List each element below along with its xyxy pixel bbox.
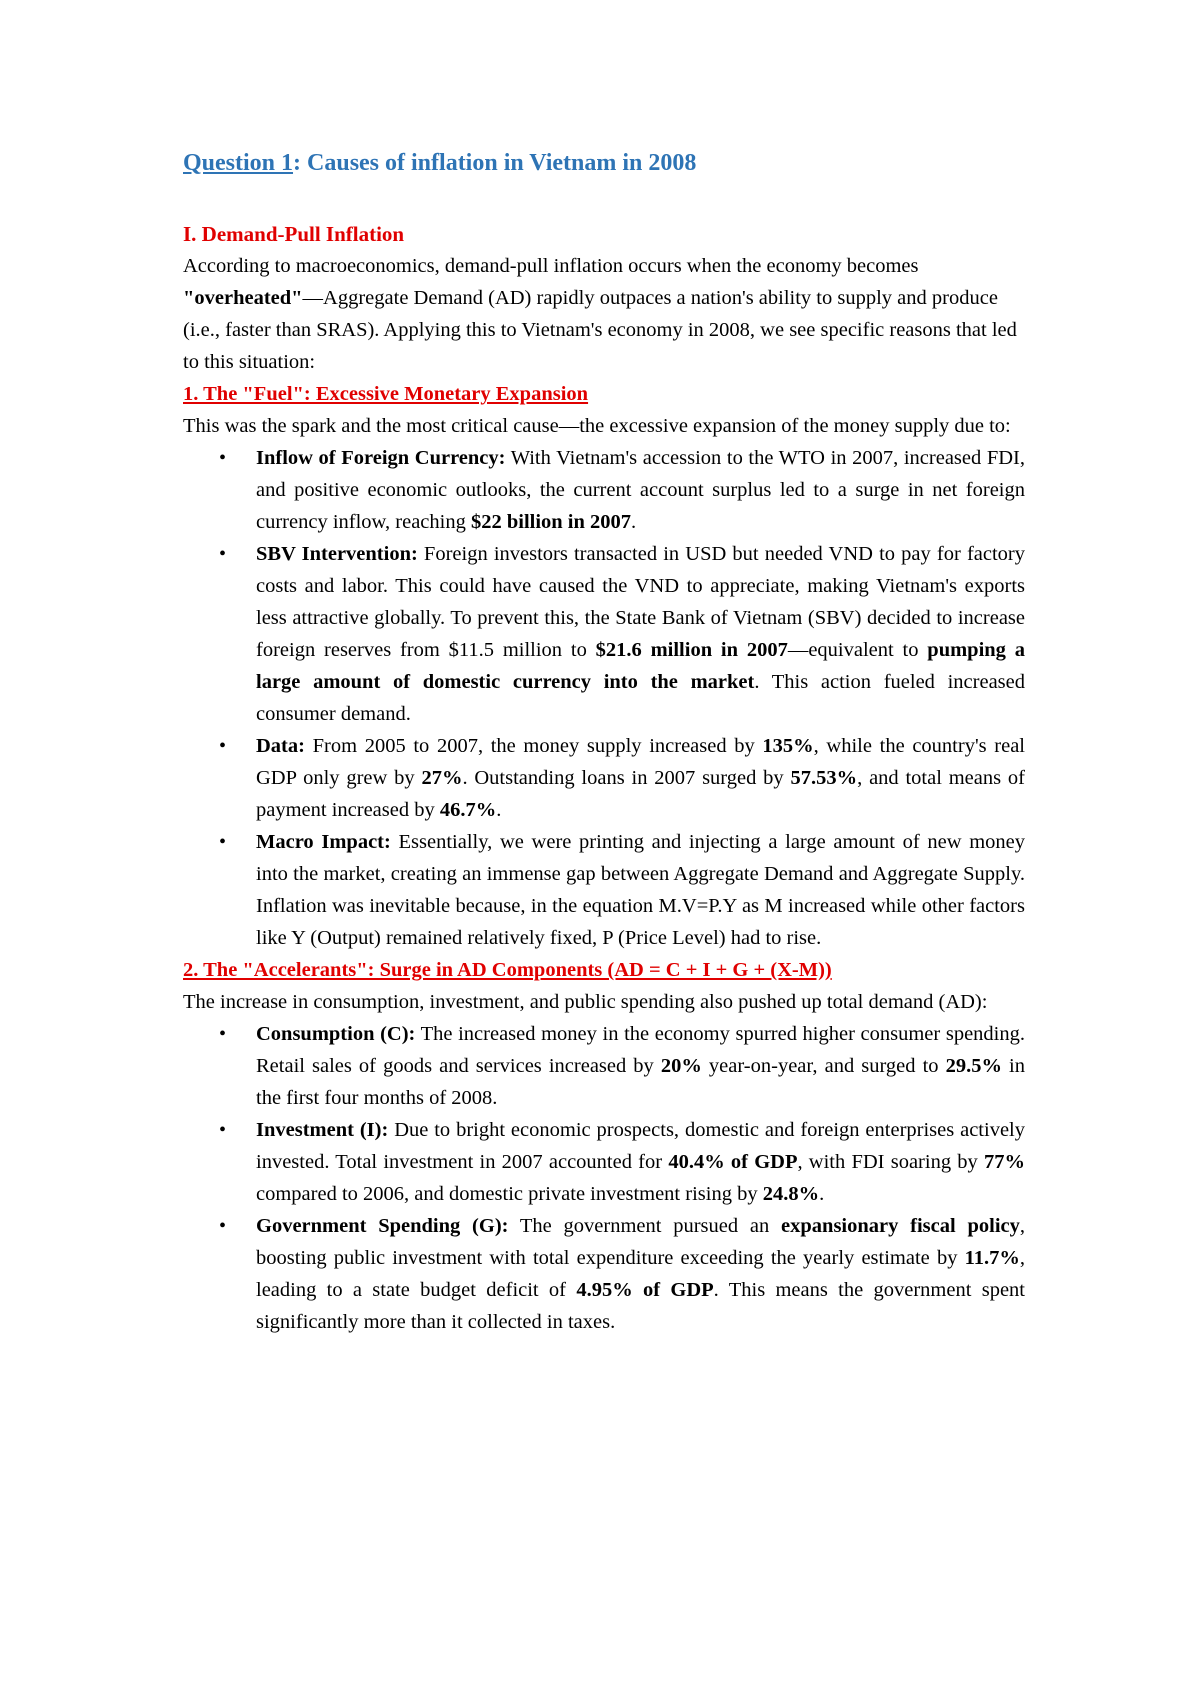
list-item bbox=[183, 1210, 1025, 1338]
bullet-text: . This action fueled increased consumer demand. bbox=[256, 671, 1025, 725]
list-item bbox=[183, 442, 1025, 538]
bullet-text: With Vietnam's accession to the WTO in 2007, increased FDI, and positive economic outlooks, the current account surplus led to a surge in net foreign currency inflow, reaching bbox=[256, 447, 1025, 533]
list-item bbox=[183, 826, 1025, 954]
bullet-label: Macro Impact: bbox=[256, 831, 391, 853]
bullet-text: . bbox=[631, 511, 637, 533]
bullet-bold: 20% bbox=[660, 1055, 702, 1077]
bullet-label: Inflow of Foreign Currency: bbox=[256, 447, 506, 469]
bullet-label: Data: bbox=[256, 735, 305, 757]
bullet-label: Investment (I): bbox=[256, 1119, 389, 1141]
bullet-text: The government pursued an bbox=[508, 1215, 782, 1237]
bullet-bold: expansionary fiscal policy bbox=[781, 1215, 1020, 1237]
bullet-bold: pumping a large amount of domestic currency into the market bbox=[256, 639, 1025, 693]
section-intro-paragraph bbox=[183, 250, 1025, 378]
section-heading-demand-pull: I. Demand-Pull Inflation bbox=[183, 222, 405, 246]
bullet-text: The increased money in the economy spurred higher consumer spending. Retail sales of goods and services increased by bbox=[256, 1023, 1025, 1077]
bullet-bold: $21.6 million in 2007 bbox=[595, 639, 788, 661]
list-item bbox=[183, 1018, 1025, 1114]
bullet-text: in the first four months of 2008. bbox=[256, 1055, 1025, 1109]
sub1-intro-paragraph: This was the spark and the most critical cause—the excessive expansion of the money supply due to: bbox=[183, 415, 1011, 437]
document-page bbox=[183, 146, 1025, 1338]
sub2-bullet-list bbox=[183, 1018, 1025, 1338]
bullet-text: , while the country's real GDP only grew by bbox=[256, 735, 1025, 789]
bullet-text: . This means the government spent significantly more than it collected in taxes. bbox=[256, 1279, 1025, 1333]
subheading-accelerants: 2. The "Accelerants": Surge in AD Components (AD = C + I + G + (X-M)) bbox=[183, 959, 832, 981]
bullet-icon: • bbox=[219, 1215, 227, 1237]
bullet-text: . bbox=[819, 1183, 825, 1205]
bullet-bold: 40.4% of GDP bbox=[668, 1151, 798, 1173]
question-link[interactable]: Question 1 bbox=[183, 150, 294, 176]
bullet-text: , with FDI soaring by bbox=[797, 1151, 984, 1173]
bullet-text: From 2005 to 2007, the money supply increased by bbox=[304, 735, 763, 757]
sub1-bullet-list bbox=[183, 442, 1025, 954]
bullet-bold: 4.95% of GDP bbox=[576, 1279, 714, 1301]
bullet-bold: $22 billion in 2007 bbox=[470, 511, 632, 533]
title-text: : Causes of inflation in Vietnam in 2008 bbox=[293, 150, 697, 176]
bullet-text: —equivalent to bbox=[787, 639, 928, 661]
bullet-bold: 27% bbox=[421, 767, 463, 789]
bullet-text: . Outstanding loans in 2007 surged by bbox=[462, 767, 791, 789]
bullet-icon: • bbox=[219, 831, 227, 853]
bullet-text: Foreign investors transacted in USD but needed VND to pay for factory costs and labor. This could have caused the VND to appreciate, making Vietnam's exports less attractive globally. To prevent this, the State Bank of Vietnam (SBV) decided to increase foreign reserves from $11.5 million to bbox=[256, 543, 1025, 661]
bullet-text: year-on-year, and surged to bbox=[701, 1055, 946, 1077]
bullet-label: SBV Intervention: bbox=[256, 543, 418, 565]
bullet-bold: 24.8% bbox=[762, 1183, 820, 1205]
bullet-bold: 57.53% bbox=[790, 767, 858, 789]
list-item bbox=[183, 538, 1025, 730]
bullet-text: Due to bright economic prospects, domestic and foreign enterprises actively invested. Total investment in 2007 accounted for bbox=[256, 1119, 1025, 1173]
bullet-text: compared to 2006, and domestic private investment rising by bbox=[256, 1183, 763, 1205]
bullet-bold: 135% bbox=[762, 735, 814, 757]
bullet-text: Essentially, we were printing and injecting a large amount of new money into the market, creating an immense gap between Aggregate Demand and Aggregate Supply. Inflation was inevitable because, in the equation M.V=P.Y as M increased while other factors like Y (Output) remained relatively fixed, P (Price Level) had to rise. bbox=[256, 831, 1025, 949]
list-item bbox=[183, 730, 1025, 826]
list-item bbox=[183, 1114, 1025, 1210]
bullet-text: , leading to a state budget deficit of bbox=[256, 1247, 1025, 1301]
bullet-label: Consumption (C): bbox=[256, 1023, 416, 1045]
sub2-intro-paragraph: The increase in consumption, investment, and public spending also pushed up total demand (AD): bbox=[183, 991, 988, 1013]
bullet-icon: • bbox=[219, 543, 227, 565]
intro-text-cont: —Aggregate Demand (AD) rapidly outpaces a nation's ability to supply and produce (i.e., faster than SRAS). Applying this to Vietnam's economy in 2008, we see specific reasons that led to this situation: bbox=[183, 287, 1017, 373]
bullet-bold: 77% bbox=[984, 1151, 1025, 1173]
page-title bbox=[183, 146, 1025, 180]
bullet-icon: • bbox=[219, 735, 227, 757]
bullet-icon: • bbox=[219, 1119, 227, 1141]
bullet-text: . bbox=[496, 799, 502, 821]
bullet-text: , boosting public investment with total expenditure exceeding the yearly estimate by bbox=[256, 1215, 1025, 1269]
subheading-fuel: 1. The "Fuel": Excessive Monetary Expansion bbox=[183, 383, 589, 405]
bullet-bold: 11.7% bbox=[964, 1247, 1020, 1269]
bullet-icon: • bbox=[219, 1023, 227, 1045]
bullet-icon: • bbox=[219, 447, 227, 469]
bullet-text: , and total means of payment increased by bbox=[256, 767, 1025, 821]
bullet-bold: 29.5% bbox=[945, 1055, 1002, 1077]
bullet-label: Government Spending (G): bbox=[256, 1215, 509, 1237]
intro-bold-overheated: "overheated" bbox=[183, 287, 303, 309]
bullet-bold: 46.7% bbox=[439, 799, 497, 821]
intro-text: According to macroeconomics, demand-pull inflation occurs when the economy becomes bbox=[183, 255, 919, 277]
